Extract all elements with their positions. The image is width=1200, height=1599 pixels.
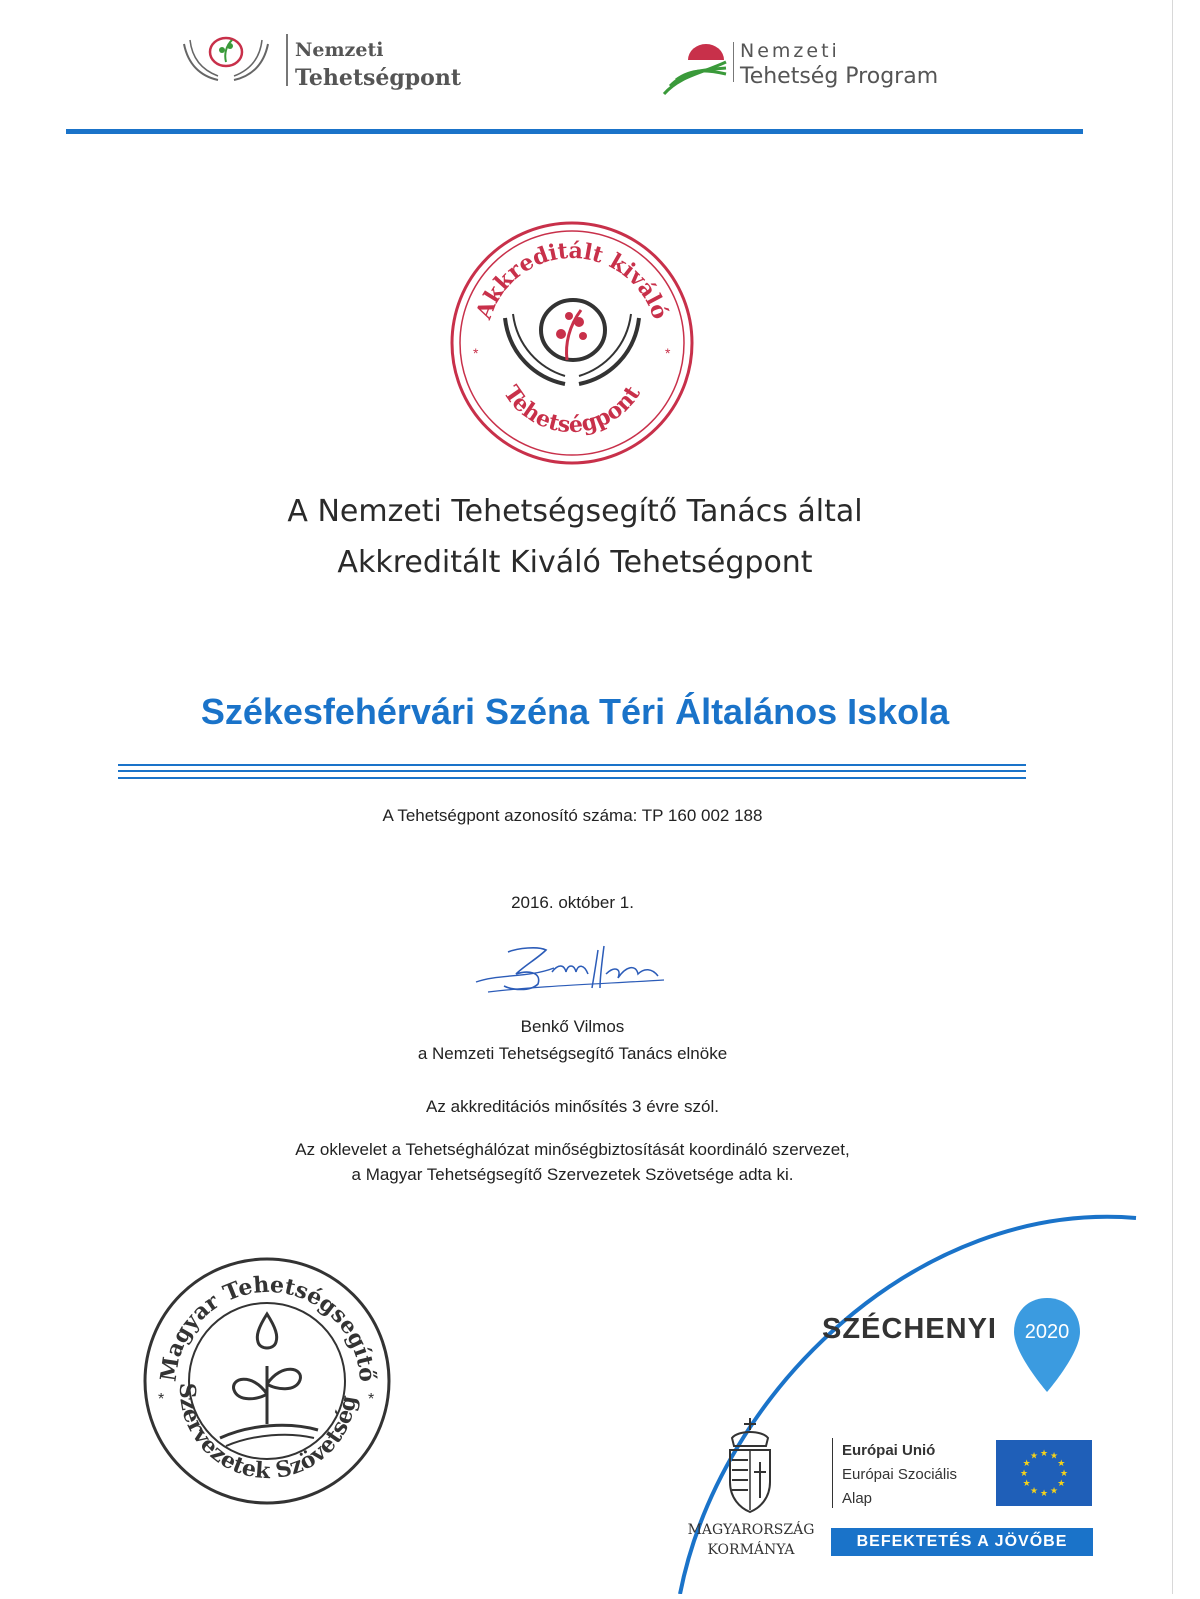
tehetsegpont-id: A Tehetségpont azonosító száma: TP 160 002 188 <box>382 806 763 825</box>
logo-divider <box>733 42 734 82</box>
issuer-line1: Az oklevelet a Tehetséghálózat minőségbiztosítását koordináló szervezet, <box>295 1140 850 1159</box>
signatory-role: a Nemzeti Tehetségsegítő Tanács elnöke <box>417 1044 728 1063</box>
eu-label <box>842 1439 957 1511</box>
magyar-tehetsegsegito-stamp <box>140 1254 395 1509</box>
government-line1: MAGYARORSZÁG <box>687 1522 815 1538</box>
szechenyi-year: 2020 <box>1024 1321 1070 1343</box>
invest-banner: BEFEKTETÉS A JÖVŐBE <box>831 1528 1093 1556</box>
eu-line3: Alap <box>842 1490 873 1507</box>
eu-star-icon: ★ <box>1022 1459 1031 1469</box>
eu-divider <box>832 1438 833 1508</box>
star-icon: * <box>158 1391 165 1408</box>
szechenyi-label: SZÉCHENYI <box>822 1313 997 1345</box>
issue-date: 2016. október 1. <box>511 893 634 912</box>
double-rule-bottom <box>118 777 1026 779</box>
validity-note: Az akkreditációs minősítés 3 évre szól. <box>426 1097 719 1116</box>
wordmark-line1: Nemzeti <box>295 39 384 61</box>
issuer-line2: a Magyar Tehetségsegítő Szervezetek Szövetsége adta ki. <box>351 1165 794 1184</box>
drop-sprout-icon <box>220 1314 318 1446</box>
hands-leaf-icon <box>178 30 274 92</box>
seal-bottom-text: Tehetségpont <box>498 380 646 439</box>
eu-star-icon: ★ <box>1029 1451 1039 1462</box>
eu-star-icon: ★ <box>1049 1486 1059 1497</box>
stamp-top-text: Magyar Tehetségsegítő <box>155 1271 381 1384</box>
government-label <box>676 1520 826 1560</box>
double-rule-top <box>118 764 1026 766</box>
header-rule <box>66 129 1083 134</box>
eu-star-icon: ★ <box>1039 1489 1049 1499</box>
star-icon: * <box>368 1391 375 1408</box>
headline-line2: Akkreditált Kiváló Tehetségpont <box>337 545 813 580</box>
star-icon: * <box>473 345 479 361</box>
wordmark-line2: Tehetség Program <box>740 64 939 89</box>
government-line2: KORMÁNYA <box>707 1542 795 1558</box>
akkreditalt-kivalo-seal <box>447 218 697 468</box>
nemzeti-tehetsegpont-logo <box>178 30 274 92</box>
logo-divider <box>286 34 288 86</box>
signature <box>468 938 678 1004</box>
eu-star-icon: ★ <box>1049 1451 1059 1462</box>
wordmark-line2: Tehetségpont <box>295 65 461 91</box>
eu-star-icon: ★ <box>1057 1459 1066 1469</box>
double-rule-middle <box>118 770 1026 772</box>
wordmark-line1: Nemzeti <box>740 40 840 62</box>
eu-flag-icon <box>996 1440 1092 1506</box>
headline-line1: A Nemzeti Tehetségsegítő Tanács által <box>287 494 863 529</box>
star-icon: * <box>665 345 671 361</box>
stamp-bottom-text: Szervezetek Szövetség <box>173 1382 362 1485</box>
school-name: Székesfehérvári Széna Téri Általános Iskola <box>200 691 950 732</box>
eu-star-icon: ★ <box>1022 1479 1031 1489</box>
eu-star-icon: ★ <box>1039 1449 1049 1459</box>
seal-top-text: Akkreditált kiváló <box>470 237 674 323</box>
eu-star-icon: ★ <box>1019 1469 1029 1479</box>
sunrise-waves-icon <box>660 40 730 96</box>
eu-star-icon: ★ <box>1059 1469 1069 1479</box>
nemzeti-tehetseg-program-logo <box>660 40 730 96</box>
szechenyi-pin-icon <box>1010 1296 1084 1396</box>
nemzeti-tehetsegpont-wordmark <box>295 36 461 92</box>
hands-leaf-icon <box>505 300 639 384</box>
eu-line1: Európai Unió <box>842 1442 936 1459</box>
nemzeti-tehetseg-program-wordmark <box>740 38 938 90</box>
eu-star-icon: ★ <box>1029 1486 1039 1497</box>
eu-star-icon: ★ <box>1057 1479 1066 1489</box>
hungary-coat-of-arms-icon <box>722 1416 778 1516</box>
eu-line2: Európai Szociális <box>842 1466 958 1483</box>
signatory-name: Benkő Vilmos <box>520 1017 625 1036</box>
